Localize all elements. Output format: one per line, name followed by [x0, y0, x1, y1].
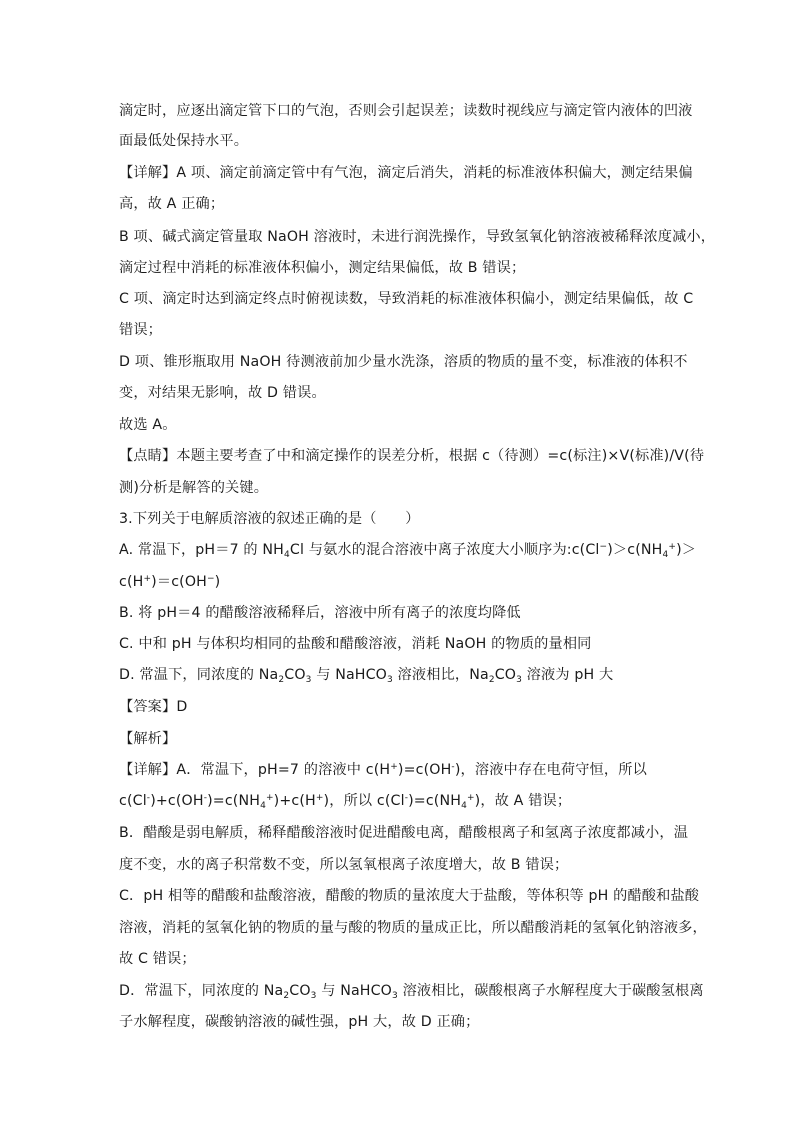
question-title: 3.下列关于电解质溶液的叙述正确的是（ ） — [119, 511, 420, 527]
option-c: C. 中和 pH 与体积均相同的盐酸和醋酸溶液，消耗 NaOH 的物质的量相同 — [119, 636, 592, 652]
text-line: 【详解】A．常温下，pH=7 的溶液中 c(H+)=c(OH-)，溶液中存在电荷守恒，所以 — [119, 762, 647, 778]
text-line: 【点睛】本题主要考查了中和滴定操作的误差分析，根据 c（待测）=c(标注)×V(标准)/V(待 — [119, 448, 705, 464]
text-line: 错误； — [119, 322, 163, 338]
option-b: B. 将 pH＝4 的醋酸溶液稀释后，溶液中所有离子的浓度均降低 — [119, 605, 521, 621]
text-line: 测)分析是解答的关键。 — [119, 480, 269, 496]
text-line: 变，对结果无影响，故 D 错误。 — [119, 385, 326, 401]
text-line: 故 C 错误； — [119, 951, 196, 967]
text-line: 度不变，水的离子积常数不变，所以氢氧根离子浓度增大，故 B 错误； — [119, 857, 569, 873]
answer-label: 【答案】D — [119, 699, 188, 715]
text-line: 滴定时，应逐出滴定管下口的气泡，否则会引起误差；读数时视线应与滴定管内液体的凹液 — [119, 103, 693, 119]
text-line: 滴定过程中消耗的标准液体积偏小，测定结果偏低，故 B 错误； — [119, 260, 526, 276]
text-line: 溶液，消耗的氢氧化钠的物质的量与酸的物质的量成正比，所以醋酸消耗的氢氧化钠溶液多， — [119, 920, 707, 936]
text-line: $c(Cl^-)+c(OH^-)=c(NH_4^+)+c(H^+)$，所以 $c(Cl^-)=c(NH_4^+)$，故 A 错误； — [119, 793, 572, 811]
option-d: D. 常温下，同浓度的 $Na_2CO_3$ 与 NaHCO$_3$ 溶液相比，$Na_2CO_3$ 溶液为 pH 大 — [119, 667, 614, 685]
text-line: C 项、滴定时达到滴定终点时俯视读数，导致消耗的标准液体积偏小，测定结果偏低，故 C — [119, 291, 694, 307]
text-line: D．常温下，同浓度的 $Na_2CO_3$ 与 NaHCO$_3$ 溶液相比，碳酸根离子水解程度大于碳酸氢根离 — [119, 983, 704, 1001]
option-a-cont: c(H+)＝c(OH−) — [119, 574, 221, 590]
text-line: D 项、锥形瓶取用 NaOH 待测液前加少量水洗涤，溶质的物质的量不变，标准液的体积不 — [119, 354, 688, 370]
option-a: A. 常温下，pH＝7 的 $NH_4Cl$ 与氨水的混合溶液中离子浓度大小顺序为$:c(Cl^-)>c(NH_4^+)>$ — [119, 542, 697, 560]
analysis-label: 【解析】 — [119, 731, 177, 747]
text-line: 高，故 A 正确； — [119, 196, 225, 212]
text-line: 面最低处保持水平。 — [119, 133, 249, 149]
text-line: C．pH 相等的醋酸和盐酸溶液，醋酸的物质的量浓度大于盐酸，等体积等 pH 的醋酸和盐酸 — [119, 888, 700, 904]
text-line: 【详解】A 项、滴定前滴定管中有气泡，滴定后消失，消耗的标准液体积偏大，测定结果偏 — [119, 165, 693, 181]
text-line: 故选 A。 — [119, 417, 177, 433]
text-line: B．醋酸是弱电解质，稀释醋酸溶液时促进醋酸电离，醋酸根离子和氢离子浓度都减小，温 — [119, 825, 689, 841]
text-line: B 项、碱式滴定管量取 NaOH 溶液时，未进行润洗操作，导致氢氧化钠溶液被稀释浓度减小， — [119, 229, 716, 245]
text-line: 子水解程度，碳酸钠溶液的碱性强，pH 大，故 D 正确； — [119, 1014, 480, 1030]
